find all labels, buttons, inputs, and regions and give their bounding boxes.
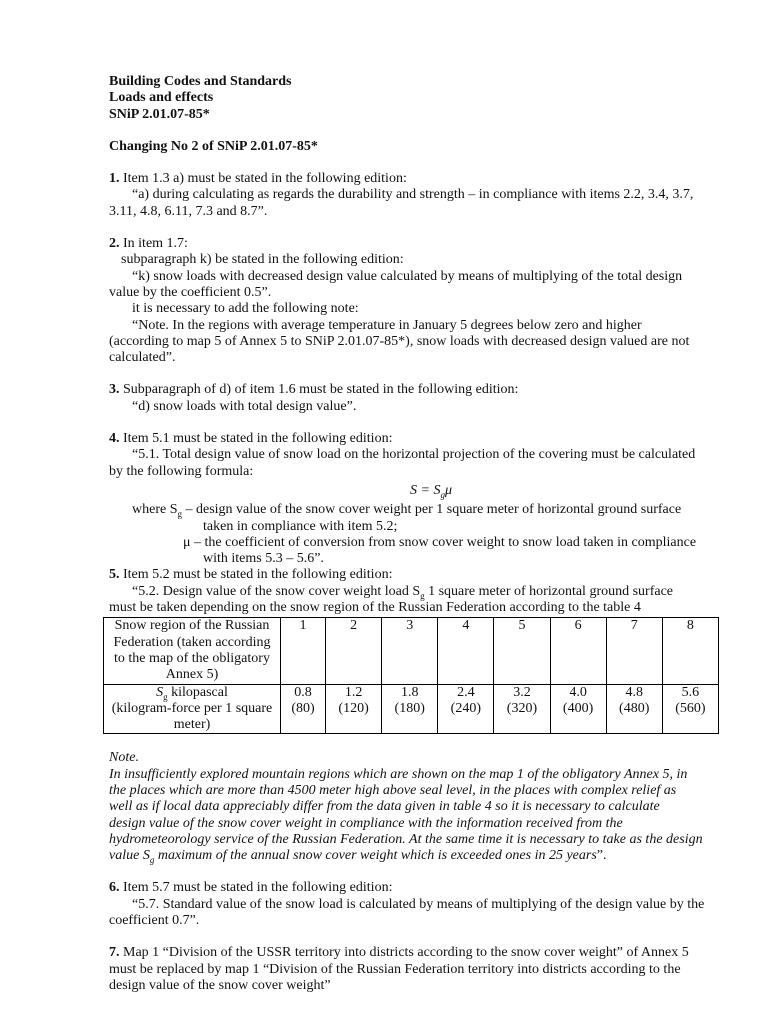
formula-subscript: g [440, 489, 445, 500]
note-line [109, 848, 713, 864]
note-line: the places which are more than 4500 meter high above seal level, in the places with complex relief as [109, 782, 677, 798]
item-4-line: by the following formula: [109, 463, 254, 479]
note-subscript: g [149, 854, 155, 865]
item-4-number: 4. [109, 431, 120, 447]
value-cell [494, 684, 550, 734]
document-page [109, 74, 713, 994]
formula-lhs: S = S [410, 482, 441, 498]
item-2-line: subparagraph k) be stated in the following edition: [121, 252, 404, 268]
note-text: value S [109, 848, 150, 864]
header-subscript: g [163, 691, 168, 702]
item-3-number: 3. [109, 382, 120, 398]
item-6-line: coefficient 0.7”. [109, 913, 200, 929]
formula-mu: μ [444, 482, 452, 498]
note-label: Note. [109, 750, 139, 766]
header-text: meter) [173, 717, 211, 733]
item-2 [109, 236, 713, 366]
table-header-cell [104, 618, 281, 684]
kpa-value: 4.8 [625, 684, 643, 700]
table-note [109, 750, 713, 864]
header-text: Snow region of the Russian [114, 618, 270, 634]
value-cell [662, 684, 718, 734]
doc-header-line2: Loads and effects [109, 90, 214, 106]
item-6-title: Item 5.7 must be stated in the following edition: [119, 880, 393, 896]
kpa-value: 3.2 [513, 684, 531, 700]
where-text: where S [132, 502, 178, 518]
value-cell [382, 684, 438, 734]
header-text: (kilogram-force per 1 square [111, 700, 273, 716]
value-cell [438, 684, 494, 734]
header-text [106, 685, 278, 701]
item-5-line: must be taken depending on the snow region of the Russian Federation according to the table 4 [109, 600, 641, 616]
where-subscript: g [177, 509, 182, 520]
note-line: hydrometeorology service of the Russian Federation. At the same time it is necessary to take as the design [109, 831, 703, 847]
kpa-value: 1.8 [400, 684, 419, 700]
item-4-title: Item 5.1 must be stated in the following edition: [119, 431, 393, 447]
kpa-value: 5.6 [681, 684, 700, 700]
header-unit: kilopascal [167, 684, 228, 700]
item-1-line: “a) during calculating as regards the durability and strength – in compliance with items 2.2, 3.4, 3.7, [132, 187, 694, 203]
note-line: In insufficiently explored mountain regions which are shown on the map 1 of the obligatory Annex 5, in [109, 766, 688, 782]
item-7 [109, 945, 713, 994]
table-row [104, 618, 719, 684]
where-line-4: with items 5.3 – 5.6”. [203, 551, 324, 567]
kgf-value: (180) [394, 700, 425, 716]
kgf-value: (560) [675, 700, 706, 716]
value-cell [326, 684, 382, 734]
note-line: design value of the snow cover weight in compliance with the information received from the [109, 815, 623, 831]
change-title: Changing No 2 of SNiP 2.01.07-85* [109, 138, 318, 154]
item-3-title: Subparagraph of d) of item 1.6 must be stated in the following edition: [119, 382, 519, 398]
doc-header-line3: SNiP 2.01.07-85* [109, 106, 210, 122]
item-2-line: calculated”. [109, 350, 176, 366]
region-cell: 8 [662, 618, 718, 684]
item-2-line: “Note. In the regions with average temperature in January 5 degrees below zero and higher [132, 317, 642, 333]
item-5-text: “5.2. Design value of the snow cover weight load S [132, 583, 421, 599]
value-cell [550, 684, 606, 734]
kgf-value: (120) [338, 700, 369, 716]
item-4-line: “5.1. Total design value of snow load on the horizontal projection of the covering must be calculated [132, 447, 696, 463]
item-3-line: “d) snow loads with total design value”. [132, 398, 357, 414]
region-cell: 2 [326, 618, 382, 684]
where-line-2: taken in compliance with item 5.2; [203, 518, 398, 534]
item-7-number: 7. [109, 945, 120, 961]
kgf-value: (400) [562, 700, 594, 716]
region-cell: 1 [281, 618, 326, 684]
table-row [104, 684, 719, 734]
item-2-line: (according to map 5 of Annex 5 to SNiP 2.01.07-85*), snow loads with decreased design valued are not [109, 333, 690, 349]
item-5-text: 1 square meter of horizontal ground surface [424, 583, 674, 599]
kgf-value: (320) [506, 700, 538, 716]
formula [109, 483, 713, 499]
item-6-line: “5.7. Standard value of the snow load is calculated by means of multiplying of the design value by the [132, 896, 705, 912]
kpa-value: 0.8 [294, 684, 312, 700]
item-1 [109, 171, 713, 220]
item-1-number: 1. [109, 171, 120, 187]
item-6 [109, 880, 713, 929]
item-3 [109, 382, 713, 415]
item-2-line: “k) snow loads with decreased design value calculated by means of multiplying of the total design [132, 268, 683, 284]
kpa-value: 4.0 [569, 684, 587, 700]
where-line-1 [109, 502, 713, 518]
note-text: maximum of the annual snow cover weight which is exceeded ones in 25 years [154, 848, 597, 864]
item-1-title: Item 1.3 a) must be stated in the following edition: [119, 171, 407, 187]
header-symbol: S [156, 684, 164, 700]
header-text: Federation (taken according [113, 634, 271, 650]
item-7-title: Map 1 “Division of the USSR territory into districts according to the snow cover weight” of Annex 5 [119, 945, 689, 961]
note-line: well as if local data appreciably differ from the data given in table 4 so it is necessary to calculate [109, 799, 660, 815]
kpa-value: 2.4 [457, 684, 475, 700]
table-header-cell [104, 684, 281, 734]
note-text: ”. [596, 848, 607, 864]
item-5-subscript: g [420, 590, 425, 601]
kpa-value: 1.2 [344, 684, 363, 700]
kgf-value: (80) [291, 700, 315, 716]
item-1-line: 3.11, 4.8, 6.11, 7.3 and 8.7”. [109, 203, 268, 219]
item-5 [109, 567, 713, 616]
region-cell: 7 [606, 618, 662, 684]
item-5-line [109, 584, 713, 600]
item-7-line: must be replaced by map 1 “Division of the Russian Federation territory into districts according to the [109, 961, 681, 977]
item-7-line: design value of the snow cover weight” [109, 977, 331, 993]
region-cell: 6 [550, 618, 606, 684]
header-text: Annex 5) [165, 667, 219, 683]
value-cell [281, 684, 326, 734]
item-2-line: value by the coefficient 0.5”. [109, 284, 272, 300]
region-cell: 3 [382, 618, 438, 684]
item-2-number: 2. [109, 236, 120, 252]
header-text: to the map of the obligatory [114, 650, 270, 666]
kgf-value: (240) [450, 700, 481, 716]
where-text: – design value of the snow cover weight per 1 square meter of horizontal ground surface [182, 502, 682, 518]
item-5-title: Item 5.2 must be stated in the following edition: [119, 567, 393, 583]
item-6-number: 6. [109, 880, 120, 896]
region-cell: 5 [494, 618, 550, 684]
item-2-title: In item 1.7: [119, 236, 188, 252]
doc-header-line1: Building Codes and Standards [109, 74, 292, 89]
item-4 [109, 431, 713, 567]
snow-load-table [103, 617, 719, 734]
region-cell: 4 [438, 618, 494, 684]
item-2-line: it is necessary to add the following note: [132, 301, 359, 317]
item-5-number: 5. [109, 567, 120, 583]
value-cell [606, 684, 662, 734]
kgf-value: (480) [619, 700, 650, 716]
where-line-3: μ – the coefficient of conversion from snow cover weight to snow load taken in compliance [183, 534, 697, 550]
